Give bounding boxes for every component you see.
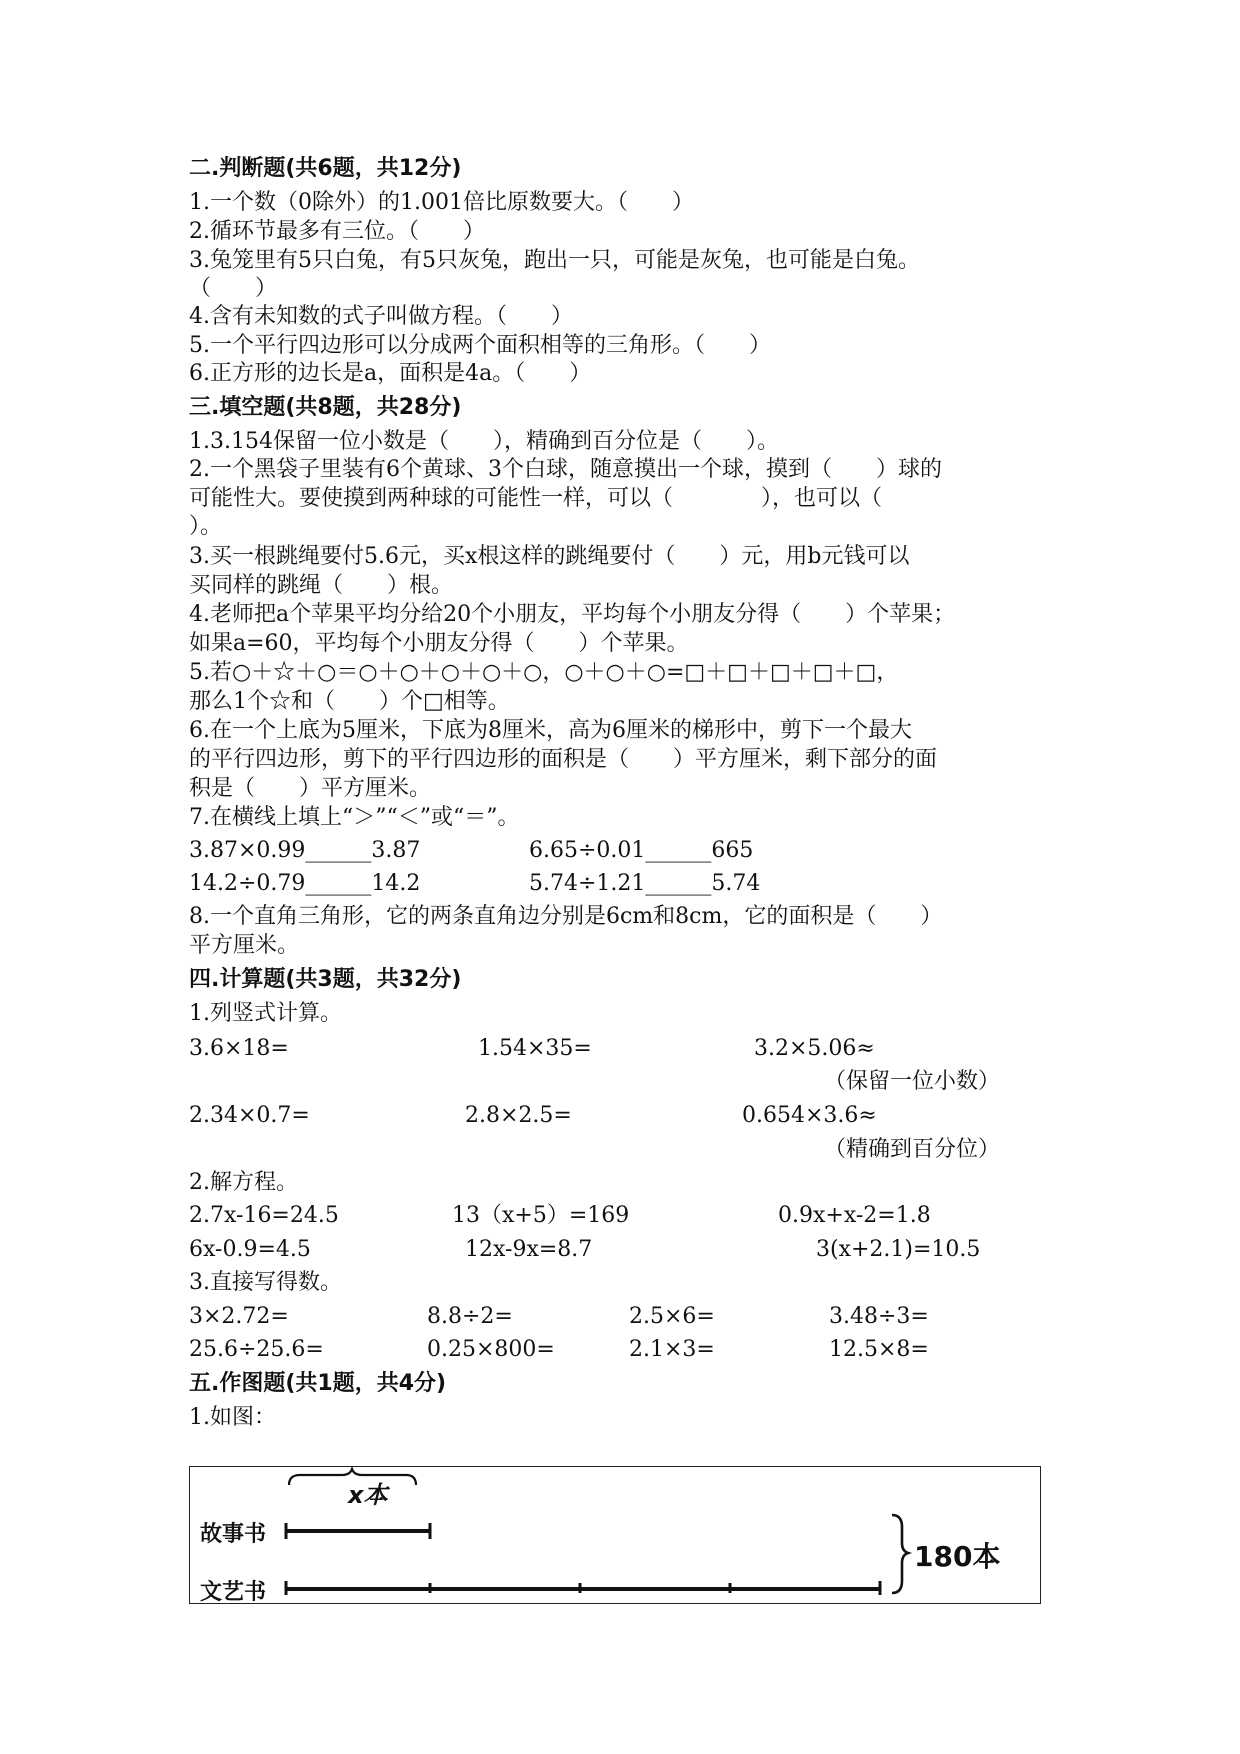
- fill-question-8-line-2: 平方厘米。: [189, 933, 300, 958]
- fill-question-2-line-3: ）。: [189, 514, 223, 539]
- calc-expression: 2.34×0.7=: [189, 1103, 310, 1128]
- calc-note: （保留一位小数）: [824, 1069, 1001, 1094]
- judge-question-3: 3.兔笼里有5只白兔，有5只灰兔，跑出一只，可能是灰兔，也可能是白兔。: [189, 248, 920, 273]
- calc-expression: 2.8×2.5=: [465, 1103, 572, 1128]
- story-book-label: 故事书: [200, 1522, 267, 1547]
- mental-math: 0.25×800=: [427, 1337, 555, 1362]
- fill-question-2-line-1: 2.一个黑袋子里装有6个黄球、3个白球，随意摸出一个球，摸到（ ）球的: [189, 457, 942, 482]
- fill-question-6-line-3: 积是（ ）平方厘米。: [189, 776, 432, 801]
- mental-math: 25.6÷25.6=: [189, 1337, 324, 1362]
- equation: 12x-9x=8.7: [465, 1237, 593, 1262]
- calc-note: （精确到百分位）: [824, 1137, 1001, 1162]
- x-label: x本: [348, 1481, 388, 1509]
- calc-part-2: 2.解方程。: [189, 1170, 298, 1195]
- judge-question-6: 6.正方形的边长是a，面积是4a。（ ）: [189, 361, 592, 386]
- calc-part-3: 3.直接写得数。: [189, 1270, 342, 1295]
- mental-math: 3×2.72=: [189, 1304, 289, 1329]
- equation: 13（x+5）=169: [452, 1203, 630, 1228]
- total-brace: [892, 1515, 908, 1593]
- calc-part-1: 1.列竖式计算。: [189, 1001, 342, 1026]
- mental-math: 2.1×3=: [629, 1337, 715, 1362]
- fill-question-1: 1.3.154保留一位小数是（ ），精确到百分位是（ ）。: [189, 429, 779, 454]
- mental-math: 3.48÷3=: [829, 1304, 929, 1329]
- compare-expression: 6.65÷0.01______665: [529, 838, 754, 863]
- mental-math: 8.8÷2=: [427, 1304, 513, 1329]
- section-title-judge: 二.判断题(共6题，共12分): [189, 156, 462, 181]
- calc-expression: 3.6×18=: [189, 1036, 289, 1061]
- fill-question-3-line-2: 买同样的跳绳（ ）根。: [189, 573, 454, 598]
- equation: 3(x+2.1)=10.5: [816, 1237, 981, 1262]
- fill-question-5-line-1: 5.若○＋☆＋○＝○＋○＋○＋○＋○，○＋○＋○=□＋□＋□＋□＋□，: [189, 660, 899, 685]
- judge-question-2: 2.循环节最多有三位。（ ）: [189, 219, 485, 244]
- judge-question-4: 4.含有未知数的式子叫做方程。（ ）: [189, 304, 573, 329]
- section-title-fill: 三.填空题(共8题，共28分): [189, 395, 462, 420]
- compare-expression: 5.74÷1.21______5.74: [529, 871, 761, 896]
- section-title-calc: 四.计算题(共3题，共32分): [189, 967, 462, 992]
- judge-question-1: 1.一个数（0除外）的1.001倍比原数要大。（ ）: [189, 190, 694, 215]
- equation: 6x-0.9=4.5: [189, 1237, 311, 1262]
- calc-expression: 1.54×35=: [478, 1036, 592, 1061]
- judge-question-3-answer: （ ）: [189, 276, 278, 301]
- compare-expression: 14.2÷0.79______14.2: [189, 871, 421, 896]
- mental-math: 2.5×6=: [629, 1304, 715, 1329]
- fill-question-4-line-2: 如果a=60，平均每个小朋友分得（ ）个苹果。: [189, 631, 689, 656]
- fill-question-3-line-1: 3.买一根跳绳要付5.6元，买x根这样的跳绳要付（ ）元，用b元钱可以: [189, 544, 910, 569]
- total-label: 180本: [914, 1540, 1001, 1573]
- calc-expression: 3.2×5.06≈: [754, 1036, 875, 1061]
- draw-question-1: 1.如图：: [189, 1405, 276, 1430]
- compare-expression: 3.87×0.99______3.87: [189, 838, 421, 863]
- fill-question-7: 7.在横线上填上“＞”“＜”或“＝”。: [189, 805, 520, 830]
- equation: 0.9x+x-2=1.8: [778, 1203, 931, 1228]
- fill-question-5-line-2: 那么1个☆和（ ）个□相等。: [189, 689, 510, 714]
- mental-math: 12.5×8=: [829, 1337, 929, 1362]
- judge-question-5: 5.一个平行四边形可以分成两个面积相等的三角形。（ ）: [189, 333, 771, 358]
- fill-question-6-line-1: 6.在一个上底为5厘米，下底为8厘米，高为6厘米的梯形中，剪下一个最大: [189, 718, 912, 743]
- equation: 2.7x-16=24.5: [189, 1203, 339, 1228]
- fill-question-4-line-1: 4.老师把a个苹果平均分给20个小朋友，平均每个小朋友分得（ ）个苹果；: [189, 602, 956, 627]
- fill-question-8-line-1: 8.一个直角三角形，它的两条直角边分别是6cm和8cm，它的面积是（ ）: [189, 904, 943, 929]
- section-title-draw: 五.作图题(共1题，共4分): [189, 1371, 447, 1396]
- fill-question-2-line-2: 可能性大。要使摸到两种球的可能性一样，可以（ ），也可以（: [189, 486, 883, 511]
- calc-expression: 0.654×3.6≈: [742, 1103, 877, 1128]
- line-segment-diagram: [189, 1466, 1041, 1604]
- fill-question-6-line-2: 的平行四边形，剪下的平行四边形的面积是（ ）平方厘米，剩下部分的面: [189, 747, 938, 772]
- literature-book-label: 文艺书: [200, 1580, 267, 1605]
